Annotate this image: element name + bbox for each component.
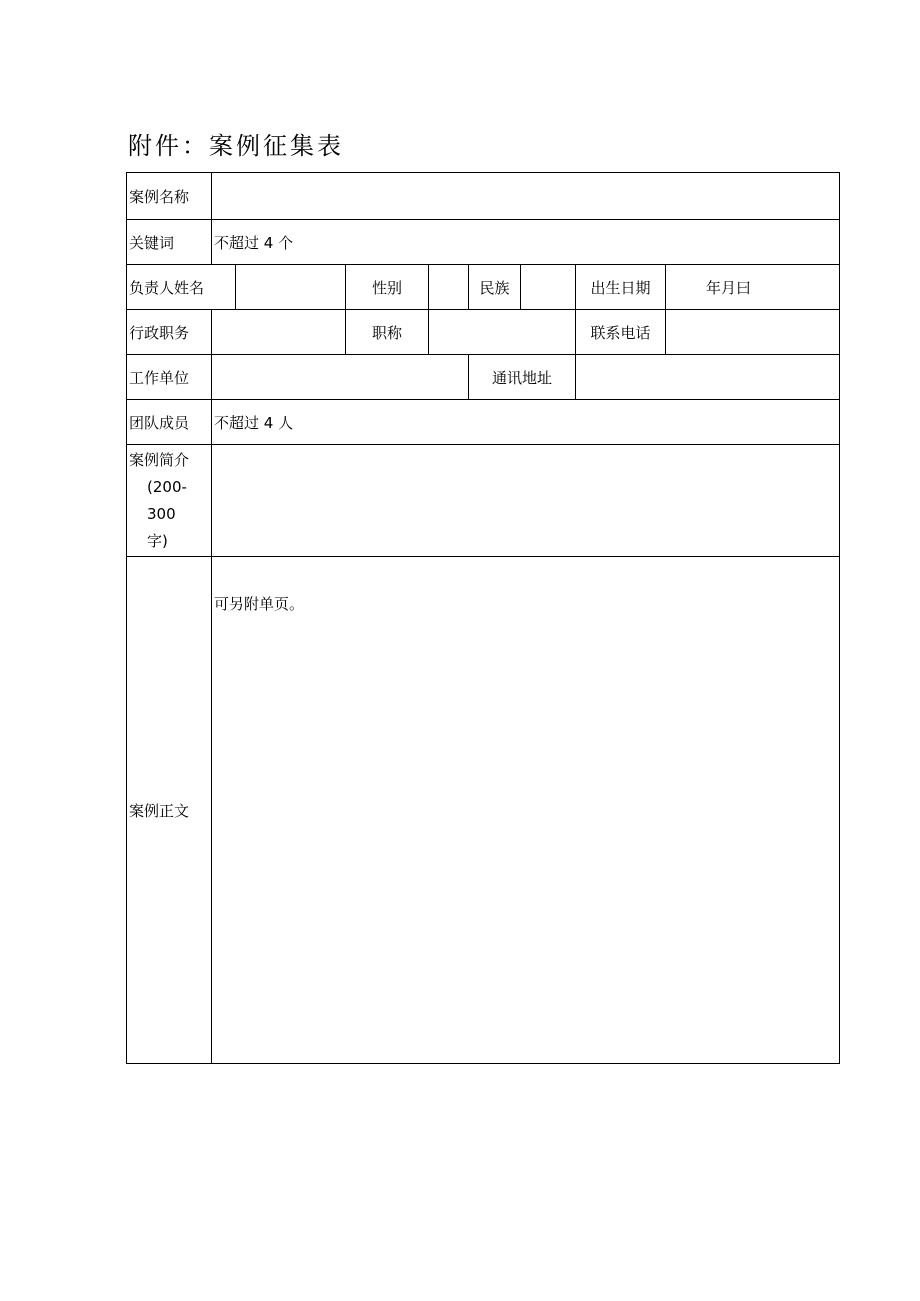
team-members-field[interactable]: 不超过 4 人 xyxy=(212,400,840,445)
summary-label-line3: 字) xyxy=(147,531,168,550)
row-summary xyxy=(127,445,840,557)
address-label: 通讯地址 xyxy=(469,355,576,400)
title-label: 职称 xyxy=(346,310,429,355)
row-body xyxy=(127,557,840,1064)
case-name-label: 案例名称 xyxy=(127,173,212,220)
team-members-label: 团队成员 xyxy=(127,400,212,445)
ethnicity-field[interactable] xyxy=(521,265,576,310)
admin-position-label: 行政职务 xyxy=(127,310,212,355)
work-unit-label: 工作单位 xyxy=(127,355,212,400)
summary-label-line1: 案例简介 xyxy=(129,450,190,469)
row-case-name xyxy=(127,173,840,220)
summary-label-line2: (200-300 xyxy=(147,477,187,523)
birth-date-field[interactable]: 年月曰 xyxy=(666,265,840,310)
keywords-label: 关键词 xyxy=(127,220,212,265)
title-field[interactable] xyxy=(429,310,576,355)
case-name-field[interactable] xyxy=(212,173,840,220)
ethnicity-label: 民族 xyxy=(469,265,521,310)
body-label: 案例正文 xyxy=(127,557,212,1064)
case-collection-form xyxy=(126,172,840,1064)
address-field[interactable] xyxy=(576,355,840,400)
row-position xyxy=(127,310,840,355)
birth-date-label: 出生日期 xyxy=(576,265,666,310)
phone-label: 联系电话 xyxy=(576,310,666,355)
gender-field[interactable] xyxy=(429,265,469,310)
row-work-unit xyxy=(127,355,840,400)
gender-label: 性别 xyxy=(346,265,429,310)
page-title: 附件：案例征集表 xyxy=(128,132,344,160)
admin-position-field[interactable] xyxy=(212,310,346,355)
row-keywords xyxy=(127,220,840,265)
phone-field[interactable] xyxy=(666,310,840,355)
summary-field[interactable] xyxy=(212,445,840,557)
keywords-field[interactable]: 不超过 4 个 xyxy=(212,220,840,265)
body-field[interactable]: 可另附单页。 xyxy=(212,557,840,1064)
summary-label xyxy=(127,445,212,557)
row-team xyxy=(127,400,840,445)
leader-name-label: 负责人姓名 xyxy=(127,265,236,310)
work-unit-field[interactable] xyxy=(212,355,469,400)
row-leader xyxy=(127,265,840,310)
leader-name-field[interactable] xyxy=(236,265,346,310)
